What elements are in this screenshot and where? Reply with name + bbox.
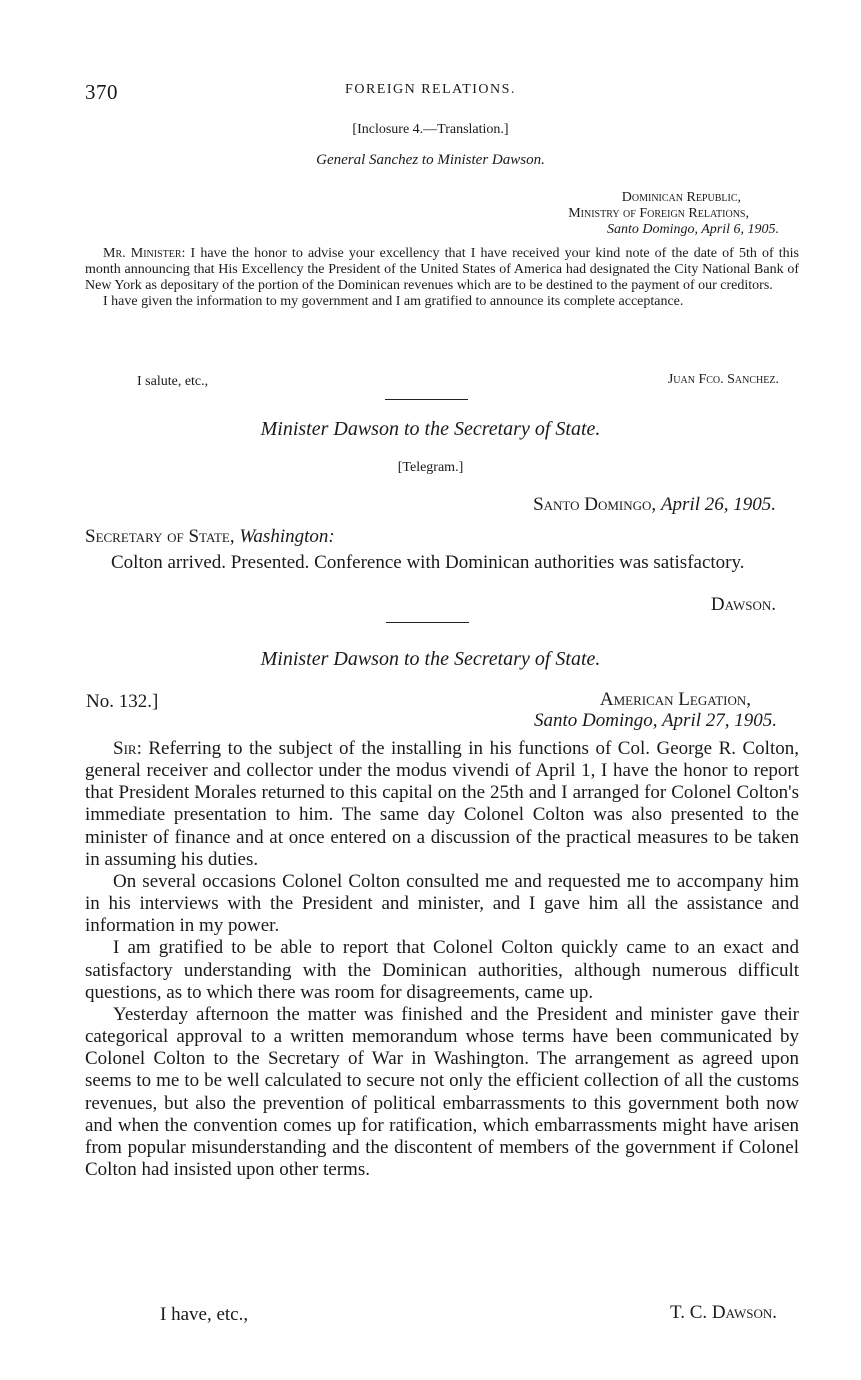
enclosure-salutation: Mr. Minister: [103,246,186,261]
telegram-addressee-place: Washington: [239,526,335,547]
despatch-signature: T. C. Dawson. [670,1302,777,1323]
enclosure-address-line-2: Ministry of Foreign Relations, [568,206,749,221]
telegram-place: Santo Domingo, [533,494,657,515]
despatch-paragraph-1: Referring to the subject of the installing in his functions of Col. George R. Colton, general receiver and collector under the modus vivendi of April 1, I have the honor to report that President Morales returned to this capital on the 25th and I arranged for Colonel Colton's immediate presentation to him. The same day Colonel Colton was also presented to the minister of finance and at once entered on a discussion of the practical measures to be taken in assuming his duties. [85,738,799,870]
despatch-closing: I have, etc., [160,1304,249,1325]
despatch-paragraph-2: On several occasions Colonel Colton consulted me and requested me to accompany him in his interviews with the President and minister, and I gave him all the assistance and information in my power. [85,870,799,937]
despatch-number: No. 132.] [86,691,159,712]
enclosure-address-line-1: Dominican Republic, [621,190,741,205]
divider-2 [386,622,469,623]
enclosure-address-line-3: Santo Domingo, April 6, 1905. [606,222,779,237]
enclosure-paragraph-2: I have given the information to my government and I am gratified to announce its complete acceptance. [103,294,684,309]
despatch-salutation: Sir: [113,738,142,759]
telegram-title: Minister Dawson to the Secretary of State. [260,418,601,440]
despatch-place-date: Santo Domingo, April 27, 1905. [534,710,777,731]
despatch-paragraph-4: Yesterday afternoon the matter was finished and the President and minister gave their categorical approval to a written memorandum whose terms have been communicated by Colonel Colton to the Secretary of War in Washington. The arrangement as agreed upon seems to me to be well calculated to secure not only the efficient collection of all the customs revenues, but also the prevention of political embarrassments to this government both now and when the convention comes up for ratification, which embarrassments might have arisen from popular misunderstanding and the discontent of members of the government if Colonel Colton had insisted upon other terms. [85,1003,799,1180]
despatch-title: Minister Dawson to the Secretary of State. [260,648,601,670]
enclosure-signature: Juan Fco. Sanchez. [667,372,779,387]
enclosure-label: [Inclosure 4.—Translation.] [352,122,509,137]
running-title: FOREIGN RELATIONS. [345,82,516,97]
telegram-addressee-line [85,526,335,548]
despatch-paragraph-3: I am gratified to be able to report that Colonel Colton quickly came to an exact and satisfactory understanding with the Dominican authorities, although numerous difficult questions, as to which there was room for disagreements, came up. [85,937,799,1003]
telegram-date: April 26, 1905. [660,494,776,515]
telegram-addressee: Secretary of State, [85,526,235,547]
despatch-legation: American Legation, [599,689,751,710]
divider-1 [385,399,468,400]
telegram-text: Colton arrived. Presented. Conference with Dominican authorities was satisfactory. [111,552,745,573]
enclosure-title: General Sanchez to Minister Dawson. [316,152,545,168]
despatch-body [85,738,799,1181]
telegram-signature: Dawson. [710,594,776,615]
enclosure-closing: I salute, etc., [137,374,209,389]
enclosure-paragraph-1: I have the honor to advise your excellency that I have received your kind note of the date of 5th of this month announcing that His Excellency the President of the United States of America had designated the City National Bank of New York as depositary of the portion of the Dominican revenues which are to be destined to the payment of our creditors. [85,246,799,293]
page-number: 370 [85,80,118,104]
telegram-dateline [533,494,776,516]
enclosure-body [85,246,799,310]
telegram-label: [Telegram.] [397,460,464,475]
